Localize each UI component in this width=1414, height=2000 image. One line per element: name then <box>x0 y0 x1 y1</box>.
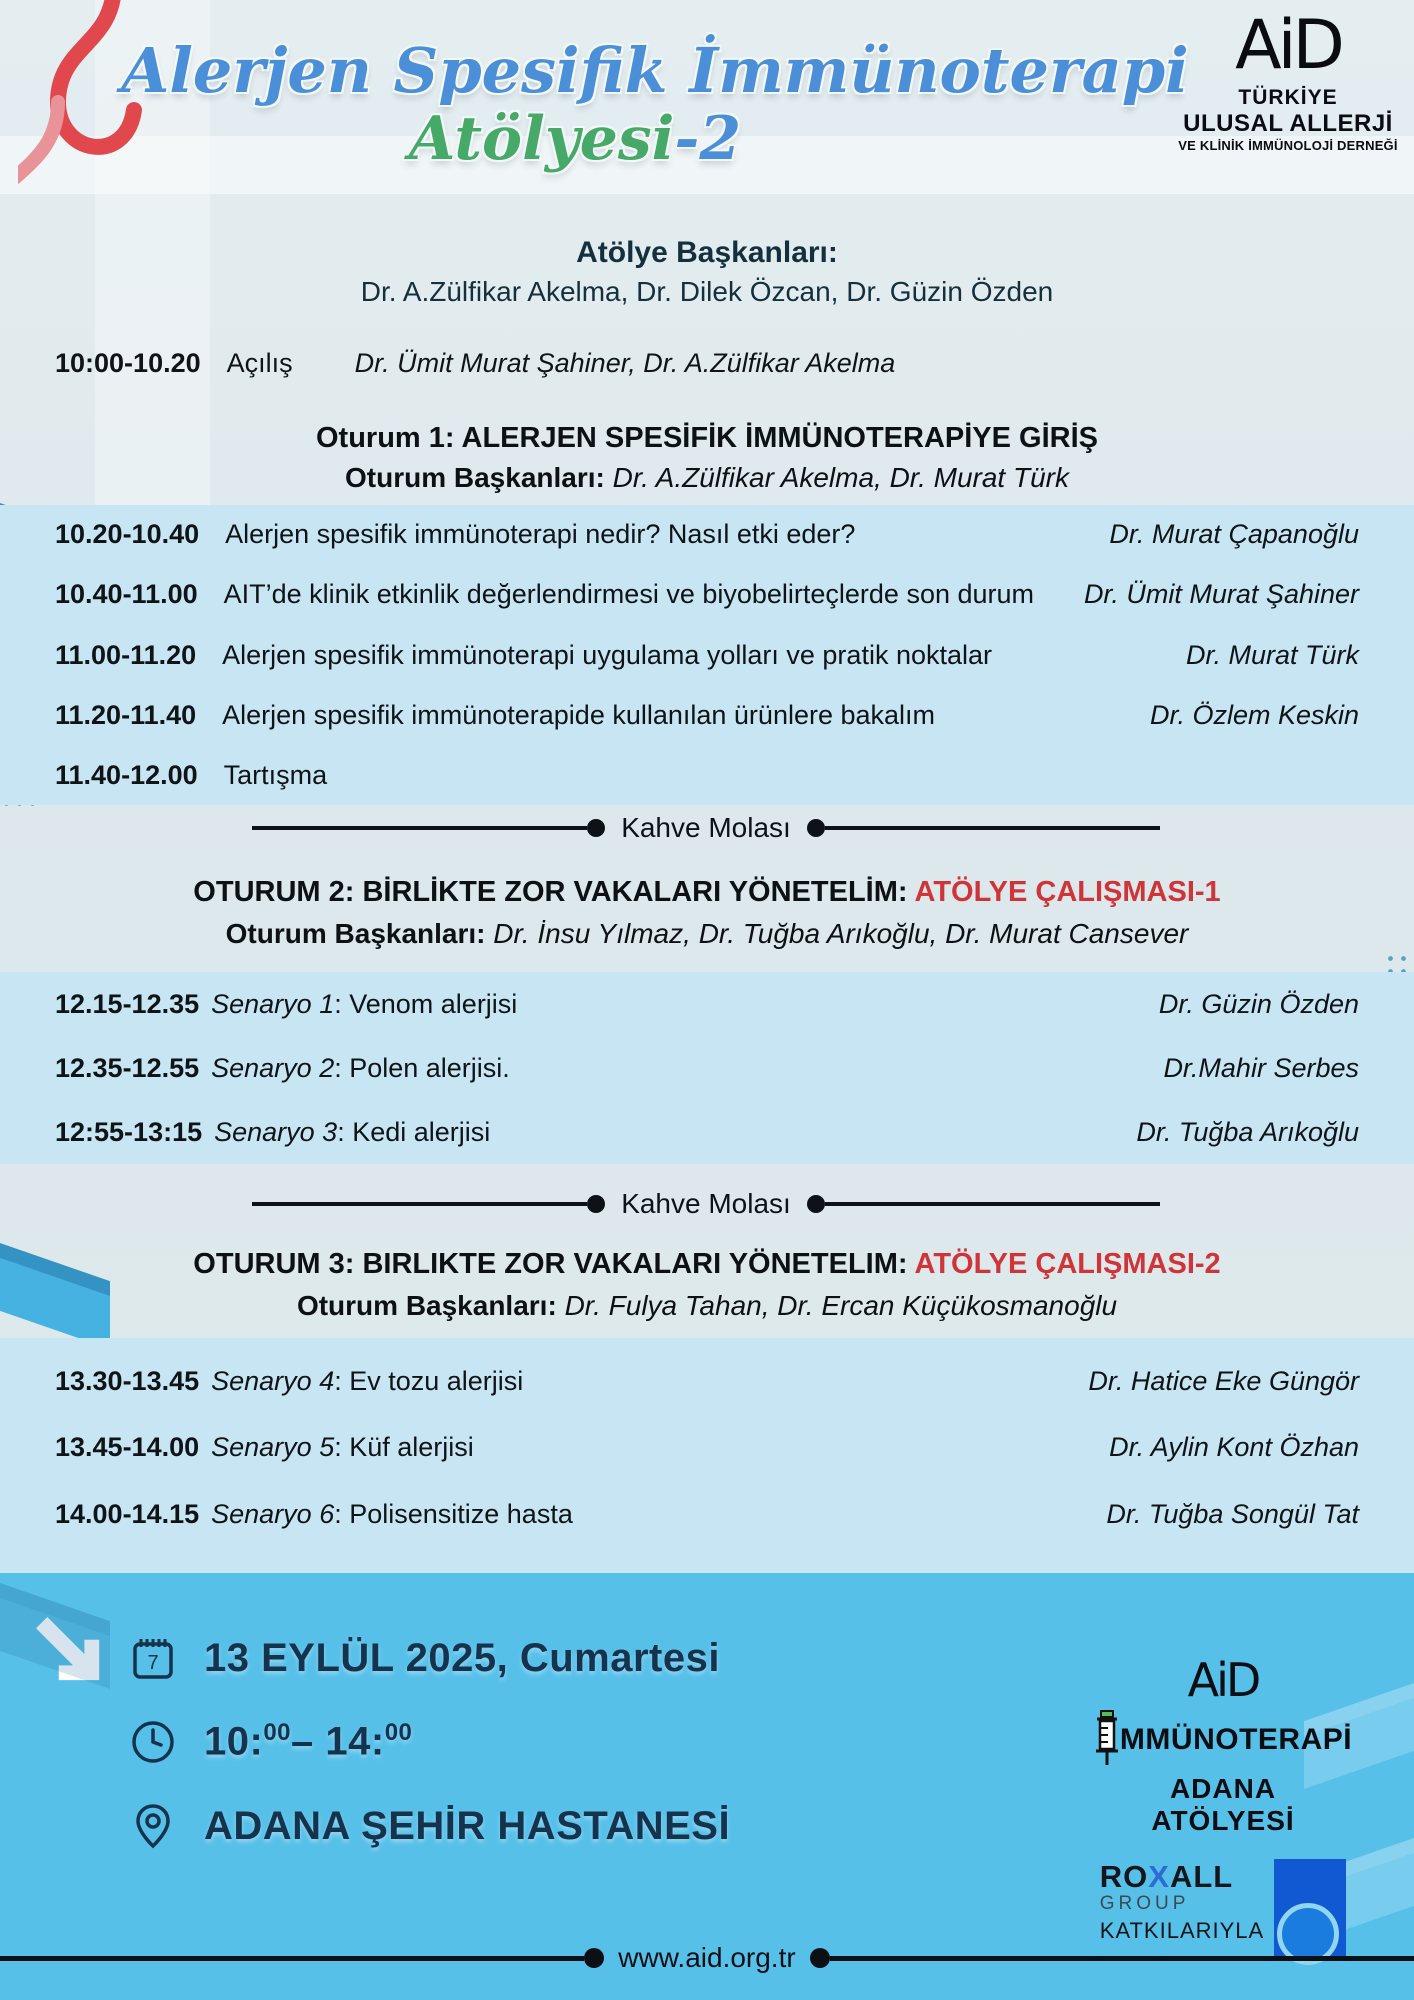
schedule-row <box>55 1366 1359 1397</box>
divider-line <box>252 826 587 830</box>
row-time: 13.45-14.00 <box>55 1432 200 1463</box>
schedule-row <box>55 640 1359 671</box>
row-topic: Alerjen spesifik immünoterapi uygulama yolları ve pratik noktalar <box>222 639 992 670</box>
session3-title-red: ATÖLYE ÇALIŞMASI-2 <box>914 1248 1221 1280</box>
session2-title-black: OTURUM 2: BİRLİKTE ZOR VAKALARI YÖNETELİM: <box>193 876 915 908</box>
row-speaker: Dr.Mahir Serbes <box>1163 1052 1359 1083</box>
session3-chairs <box>0 1290 1414 1322</box>
schedule-row <box>55 700 1359 731</box>
roxall-text <box>1100 1859 1264 1944</box>
poster-title-line2-number: -2 <box>674 104 742 174</box>
session-chairs-names: Dr. Fulya Tahan, Dr. Ercan Küçükosmanoğlu <box>564 1290 1118 1321</box>
divider-line <box>830 1956 1414 1961</box>
session1-chairs <box>0 462 1414 494</box>
aid-logo-mark: AiD <box>1235 6 1341 85</box>
roxall-wordmark: ROXALL <box>1099 1859 1234 1894</box>
row-time: 11.00-11.20 <box>55 639 197 670</box>
row-time: 12.35-12.55 <box>55 1052 200 1083</box>
divider-dot <box>810 1948 830 1968</box>
immunotherapy-text: MMÜNOTERAPİ <box>1119 1723 1353 1756</box>
poster-title-line1: Alerjen Spesifik İmmünoterapi <box>121 34 1189 107</box>
session-chairs-names: Dr. İnsu Yılmaz, Dr. Tuğba Arıkoğlu, Dr. Murat Cansever <box>493 918 1189 949</box>
row-topic: : Ev tozu alerjisi <box>334 1365 524 1396</box>
schedule-row <box>55 519 1359 550</box>
row-speaker: Dr. Murat Türk <box>1185 639 1359 670</box>
schedule-row <box>55 1117 1359 1148</box>
row-topic: : Polen alerjisi. <box>334 1052 510 1083</box>
session2-chairs <box>0 918 1414 950</box>
schedule-row <box>55 579 1359 610</box>
roxall-group-label: GROUP <box>1099 1893 1190 1914</box>
location-pin-icon <box>128 1801 178 1851</box>
coffee-break-label: Kahve Molası <box>621 1188 791 1219</box>
schedule-row <box>55 1499 1359 1530</box>
row-speaker: Dr. Murat Çapanoğlu <box>1109 519 1359 549</box>
workshop-chairs-label: Atölye Başkanları: <box>576 236 838 269</box>
row-time: 13.30-13.45 <box>55 1365 200 1396</box>
session-chairs-label: Oturum Başkanları: <box>225 918 486 949</box>
row-scenario: Senaryo 3 <box>214 1116 338 1147</box>
row-time: 12.15-12.35 <box>55 988 200 1019</box>
session3-schedule <box>0 1338 1414 1574</box>
divider-dot <box>584 1948 604 1968</box>
workshop-chairs-names: Dr. A.Zülfikar Akelma, Dr. Dilek Özcan, Dr. Güzin Özden <box>360 276 1054 307</box>
row-speaker: Dr. Tuğba Arıkoğlu <box>1136 1116 1359 1147</box>
event-location: ADANA ŞEHİR HASTANESİ <box>204 1803 731 1848</box>
calendar-icon <box>128 1633 178 1683</box>
row-time: 10:00-10.20 <box>55 348 201 378</box>
row-topic: : Kedi alerjisi <box>337 1116 491 1147</box>
event-time-row <box>128 1717 730 1767</box>
association-logo <box>1176 6 1400 153</box>
row-topic: Açılış <box>226 348 293 378</box>
divider-line <box>0 1956 584 1961</box>
row-speaker: Dr. Ümit Murat Şahiner <box>1083 579 1359 610</box>
event-location-row <box>128 1801 730 1851</box>
divider-line <box>825 1202 1160 1206</box>
branding-city: ADANA <box>1169 1773 1277 1804</box>
clock-icon <box>128 1717 178 1767</box>
divider-dot <box>587 1195 605 1213</box>
row-time: 11.20-11.40 <box>55 699 197 730</box>
row-topic: Tartışma <box>223 760 328 790</box>
divider-line <box>825 826 1160 830</box>
divider-line <box>252 1202 587 1206</box>
session-chairs-label: Oturum Başkanları: <box>345 462 605 493</box>
aid-logo-mark-small: AiD <box>1187 1653 1259 1707</box>
session1-title: Oturum 1: ALERJEN SPESİFİK İMMÜNOTERAPİYE GİRİŞ <box>315 422 1098 454</box>
workshop-branding <box>1058 1653 1388 1961</box>
website-url: www.aid.org.tr <box>618 1942 796 1973</box>
row-speaker: Dr. Özlem Keskin <box>1149 699 1359 730</box>
row-topic: AIT’de klinik etkinlik değerlendirmesi ve biyobelirteçlerde son durum <box>223 579 1035 610</box>
event-details <box>128 1633 730 1851</box>
poster-title-line2-green: Atölyesi <box>408 104 675 174</box>
divider-dot <box>807 1195 825 1213</box>
schedule-row <box>55 760 1359 791</box>
syringe-icon <box>1094 1709 1120 1771</box>
session2-schedule <box>0 972 1414 1164</box>
row-speaker: Dr. Güzin Özden <box>1158 988 1359 1019</box>
row-topic: : Venom alerjisi <box>334 988 518 1019</box>
session1-schedule <box>0 505 1414 805</box>
footer-divider <box>0 1942 1414 1974</box>
row-topic: Alerjen spesifik immünoterapi nedir? Nasıl etki eder? <box>225 519 856 549</box>
divider-dot <box>587 819 605 837</box>
row-time: 10.40-11.00 <box>55 579 198 610</box>
branding-workshop: ATÖLYESİ <box>1151 1805 1295 1836</box>
svg-text:7: 7 <box>147 1652 159 1674</box>
schedule-row <box>55 989 1359 1020</box>
row-time: 10.20-10.40 <box>55 519 200 549</box>
association-name-line1: TÜRKİYE <box>1238 86 1338 109</box>
row-speaker: Dr. Ümit Murat Şahiner, Dr. A.Zülfikar Akelma <box>354 348 896 378</box>
coffee-break-divider <box>252 812 1160 844</box>
session-chairs-label: Oturum Başkanları: <box>296 1290 557 1321</box>
row-scenario: Senaryo 6 <box>211 1499 335 1530</box>
session3-title <box>0 1248 1414 1281</box>
event-date: 13 EYLÜL 2025, Cumartesi <box>204 1635 720 1680</box>
row-speaker: Dr. Hatice Eke Güngör <box>1088 1365 1359 1396</box>
row-scenario: Senaryo 5 <box>211 1432 335 1463</box>
association-name-line2: ULUSAL ALLERJİ <box>1183 110 1393 137</box>
row-time: 12:55-13:15 <box>55 1116 203 1147</box>
row-time: 14.00-14.15 <box>55 1499 200 1530</box>
coffee-break-label: Kahve Molası <box>621 812 791 843</box>
row-scenario: Senaryo 1 <box>211 988 335 1019</box>
row-topic: Alerjen spesifik immünoterapide kullanılan ürünlere bakalım <box>222 699 936 730</box>
row-scenario: Senaryo 2 <box>211 1052 335 1083</box>
association-name-line3: VE KLİNİK İMMÜNOLOJİ DERNEĞİ <box>1178 138 1398 153</box>
event-date-row <box>128 1633 730 1683</box>
session2-title-red: ATÖLYE ÇALIŞMASI-1 <box>914 876 1221 908</box>
event-time: 10:$^{00}$– 14:$^{00}$ <box>204 1719 413 1764</box>
row-speaker: Dr. Aylin Kont Özhan <box>1109 1432 1359 1463</box>
session2-title <box>0 876 1414 909</box>
schedule-row <box>55 1053 1359 1084</box>
schedule-row <box>55 1432 1359 1463</box>
sponsor-contribution-label: KATKILARIYLA <box>1099 1918 1265 1943</box>
poster-title-line2 <box>65 104 1085 174</box>
row-time: 11.40-12.00 <box>55 760 198 790</box>
session3-title-black: OTURUM 3: BIRLIKTE ZOR VAKALARI YÖNETELIM: <box>193 1248 915 1280</box>
divider-dot <box>807 819 825 837</box>
immunotherapy-wordmark <box>1058 1709 1388 1771</box>
coffee-break-divider <box>252 1188 1160 1220</box>
row-topic: : Polisensitize hasta <box>334 1499 573 1530</box>
row-scenario: Senaryo 4 <box>211 1365 335 1396</box>
session-chairs-names: Dr. A.Zülfikar Akelma, Dr. Murat Türk <box>612 462 1069 493</box>
row-speaker: Dr. Tuğba Songül Tat <box>1106 1499 1359 1530</box>
opening-row <box>55 348 895 379</box>
row-topic: : Küf alerjisi <box>334 1432 474 1463</box>
event-info-panel <box>0 1573 1414 2000</box>
